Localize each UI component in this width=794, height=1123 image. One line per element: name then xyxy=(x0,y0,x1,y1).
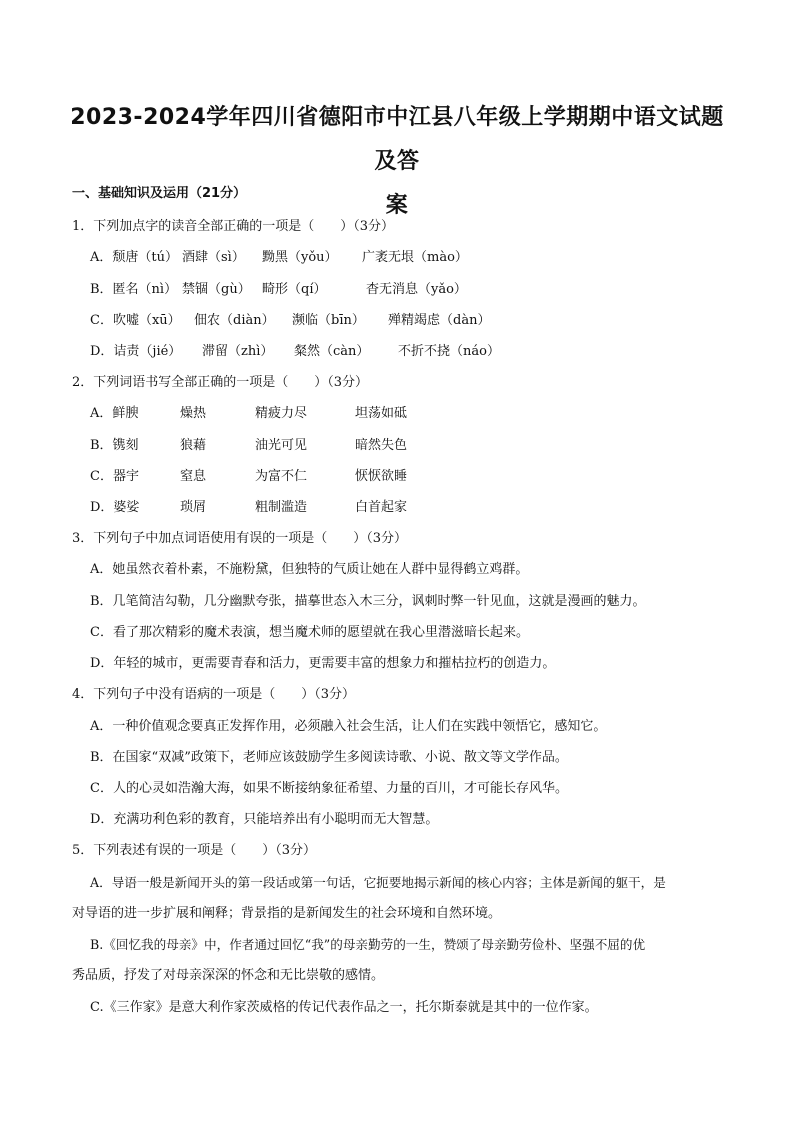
q1-d-item: 粲然（càn） xyxy=(294,344,370,359)
q1-d-item: 不折不挠（náo） xyxy=(398,344,500,359)
document-title xyxy=(60,96,734,228)
q1-a-item: A．颓唐（tú） xyxy=(90,250,178,265)
q5-option-b-line2: 秀品质，抒发了对母亲深深的怀念和无比崇敬的感情。 xyxy=(72,968,385,983)
q1-c-item: 濒临（bīn） xyxy=(292,313,365,328)
q2-option-d xyxy=(90,499,407,517)
q5-option-c-line1: C.《三作家》是意大利作家茨威格的传记代表作品之一，托尔斯泰就是其中的一位作家。 xyxy=(90,1000,598,1015)
q5-option-a-line2: 对导语的进一步扩展和阐释；背景指的是新闻发生的社会环境和自然环境。 xyxy=(72,906,502,921)
q2-d-item: 白首起家 xyxy=(355,500,408,515)
q1-b-item: B．匿名（nì） xyxy=(90,282,178,297)
section-heading: 一、基础知识及运用（21分） xyxy=(72,186,247,201)
q1-stem: 1．下列加点字的读音全部正确的一项是（ ）（3分） xyxy=(72,219,395,234)
q2-b-item: 油光可见 xyxy=(255,438,308,453)
q2-c-item: 窒息 xyxy=(180,469,207,484)
q2-option-a xyxy=(90,405,407,423)
q2-b-item: B．镌刻 xyxy=(90,438,139,453)
q5-option-b-line1: B.《回忆我的母亲》中，作者通过回忆“我”的母亲勤劳的一生，赞颂了母亲勤劳俭朴、坚强不屈的优 xyxy=(90,937,646,952)
q2-stem: 2．下列词语书写全部正确的一项是（ ）（3分） xyxy=(72,375,369,390)
q4-stem: 4．下列句子中没有语病的一项是（ ）（3分） xyxy=(72,687,356,702)
q2-d-item: D．婆娑 xyxy=(90,500,140,515)
q4-option-d: D．充满功利色彩的教育，只能培养出有小聪明而无大智慧。 xyxy=(90,812,439,827)
q1-c-item: C．吹嘘（xū） xyxy=(90,313,181,328)
q1-option-d xyxy=(90,343,500,361)
q1-option-b xyxy=(90,281,467,299)
q1-option-a xyxy=(90,249,468,267)
q3-stem: 3．下列句子中加点词语使用有误的一项是（ ）（3分） xyxy=(72,531,408,546)
q1-b-item: 杳无消息（yǎo） xyxy=(366,282,467,297)
q2-c-item: 为富不仁 xyxy=(255,469,308,484)
q2-option-c xyxy=(90,468,407,486)
q2-b-item: 暗然失色 xyxy=(355,438,408,453)
q2-a-item: 燥热 xyxy=(180,406,207,421)
q1-a-item: 黝黑（yǒu） xyxy=(262,250,338,265)
q1-d-item: 滞留（zhì） xyxy=(202,344,274,359)
q5-option-a-line1: A．导语一般是新闻开头的第一段话或第一句话，它扼要地揭示新闻的核心内容；主体是新闻的躯干，是 xyxy=(90,875,666,890)
q1-a-item: 广袤无垠（mào） xyxy=(362,250,468,265)
q2-option-b xyxy=(90,437,407,455)
q3-option-b: B．几笔简洁勾勒，几分幽默夸张，描摹世态入木三分，讽刺时弊一针见血，这就是漫画的魅力。 xyxy=(90,594,646,609)
q1-c-item: 殚精竭虑（dàn） xyxy=(388,313,491,328)
q5-stem: 5．下列表述有误的一项是（ ）（3分） xyxy=(72,843,317,858)
q3-option-c: C．看了那次精彩的魔术表演，想当魔术师的愿望就在我心里潜滋暗长起来。 xyxy=(90,625,529,640)
q3-option-d: D．年轻的城市，更需要青春和活力，更需要丰富的想象力和摧枯拉朽的创造力。 xyxy=(90,656,556,671)
q3-option-a: A．她虽然衣着朴素，不施粉黛，但独特的气质让她在人群中显得鹤立鸡群。 xyxy=(90,562,529,577)
q2-c-item: 恹恹欲睡 xyxy=(355,469,408,484)
q2-d-item: 琐屑 xyxy=(180,500,207,515)
q2-d-item: 粗制滥造 xyxy=(255,500,308,515)
q1-b-item: 禁锢（gù） xyxy=(182,282,251,297)
q4-option-c: C．人的心灵如浩瀚大海，如果不断接纳象征希望、力量的百川，才可能长存风华。 xyxy=(90,781,568,796)
q2-a-item: 精疲力尽 xyxy=(255,406,308,421)
q2-a-item: A．鲜腴 xyxy=(90,406,139,421)
q2-a-item: 坦荡如砥 xyxy=(355,406,408,421)
q1-d-item: D．诘责（jié） xyxy=(90,344,182,359)
q4-option-b: B．在国家“双减”政策下，老师应该鼓励学生多阅读诗歌、小说、散文等文学作品。 xyxy=(90,750,568,765)
q4-option-a: A．一种价值观念要真正发挥作用，必须融入社会生活，让人们在实践中领悟它，感知它。 xyxy=(90,719,607,734)
q1-a-item: 酒肆（sì） xyxy=(182,250,245,265)
q2-b-item: 狼藉 xyxy=(180,438,207,453)
title-line-1: 2023-2024学年四川省德阳市中江县八年级上学期期中语文试题及答 xyxy=(70,105,724,174)
q1-option-c xyxy=(90,312,490,330)
q1-b-item: 畸形（qí） xyxy=(262,282,327,297)
title-line-2: 案 xyxy=(385,193,409,218)
q1-c-item: 佃农（diàn） xyxy=(194,313,275,328)
q2-c-item: C．器宇 xyxy=(90,469,139,484)
